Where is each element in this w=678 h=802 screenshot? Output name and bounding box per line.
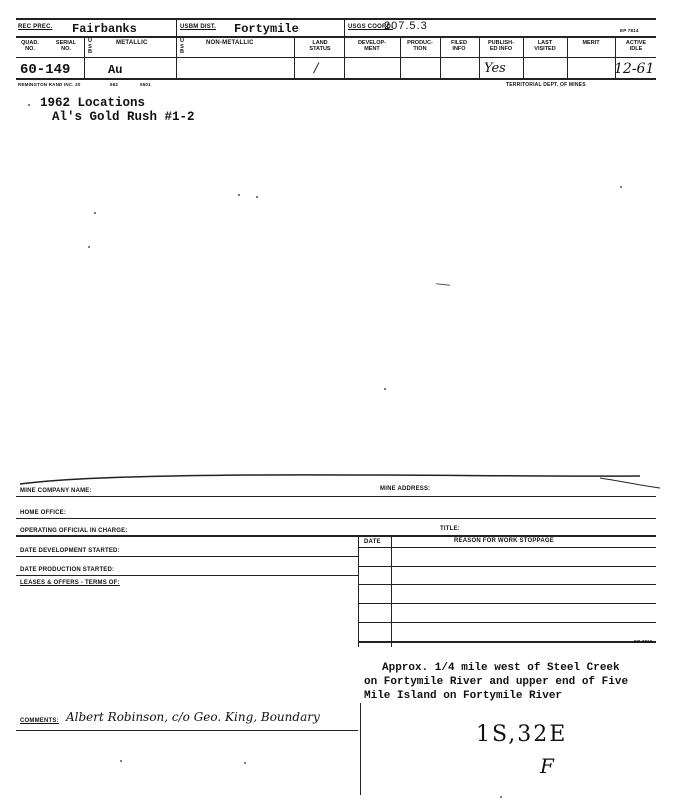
- published-value: Yes: [484, 61, 506, 76]
- quad-serial-value: 60-149: [20, 62, 71, 78]
- col-usb-nonmetallic: U S B: [180, 38, 184, 55]
- speck: [120, 760, 122, 762]
- date-production-label: DATE PRODUCTION STARTED:: [20, 567, 115, 573]
- form-number-2: EP 7815: [634, 639, 653, 644]
- rec-prec-value: Fairbanks: [72, 22, 137, 36]
- speck: [256, 196, 258, 198]
- form-number: EP 7814: [620, 28, 639, 33]
- usbm-dist-label: USBM DIST.: [180, 24, 217, 30]
- col-land-status: LAND STATUS: [309, 40, 331, 52]
- speck: [384, 388, 386, 390]
- printer-credit: REMINGTON RAND INC. 20: [18, 82, 81, 87]
- col-published-info: PUBLISH- ED INFO: [488, 40, 514, 52]
- header-rule: [16, 36, 656, 38]
- speck: [620, 186, 622, 188]
- printer-code-2: 5501: [140, 82, 151, 87]
- col-non-metallic: NON-METALLIC: [206, 40, 254, 46]
- rec-prec-label: REC PREC.: [18, 24, 53, 30]
- location-note-line-3: Mile Island on Fortymile River: [364, 690, 563, 702]
- speck: [500, 796, 502, 798]
- locations-line-2: Al's Gold Rush #1-2: [52, 110, 195, 124]
- usgs-coord-value: 207.5.3: [384, 20, 428, 32]
- locations-line-1: 1962 Locations: [40, 96, 146, 110]
- speck: [238, 194, 240, 196]
- col-usb-metallic: U S B: [88, 38, 92, 55]
- date-development-label: DATE DEVELOPMENT STARTED:: [20, 548, 120, 554]
- col-quad-no: QUAD. NO.: [21, 40, 39, 52]
- active-idle-value: 12-61: [614, 61, 655, 77]
- col-merit: MERIT: [582, 40, 600, 46]
- col-filed-info: FILED INFO: [451, 40, 467, 52]
- home-office-label: HOME OFFICE:: [20, 510, 67, 516]
- reason-column-header: REASON FOR WORK STOPPAGE: [454, 538, 554, 544]
- speck: [244, 762, 246, 764]
- speck: [88, 246, 90, 248]
- mine-company-name-label: MINE COMPANY NAME:: [20, 488, 92, 494]
- operating-official-label: OPERATING OFFICIAL IN CHARGE:: [20, 528, 128, 534]
- speck: [94, 212, 96, 214]
- usbm-dist-value: Fortymile: [234, 22, 299, 36]
- row-bottom-rule: [16, 78, 656, 80]
- leases-label: LEASES & OFFERS - TERMS OF:: [20, 580, 120, 586]
- land-status-value: /: [314, 61, 319, 76]
- location-note-line-1: Approx. 1/4 mile west of Steel Creek: [382, 662, 620, 674]
- smudge-mark: [436, 283, 450, 288]
- speck: [28, 104, 30, 106]
- township-range-note: 1S,32E: [476, 722, 568, 747]
- col-metallic: METALLIC: [116, 40, 148, 46]
- printer-code-1: 662: [110, 82, 119, 87]
- metallic-value: Au: [108, 63, 123, 77]
- usgs-coord-label: USGS COORD.: [348, 24, 393, 30]
- meridian-note: F: [540, 754, 554, 778]
- col-production: PRODUC- TION: [407, 40, 433, 52]
- comments-label: COMMENTS:: [20, 718, 59, 724]
- date-column-header: DATE: [364, 539, 381, 545]
- col-last-visited: LAST VISITED: [534, 40, 556, 52]
- top-border: [16, 18, 656, 20]
- territorial-dept: TERRITORIAL DEPT. OF MINES: [506, 82, 586, 88]
- comments-value: Albert Robinson, c/o Geo. King, Boundary: [66, 710, 320, 724]
- mine-address-label: MINE ADDRESS:: [380, 486, 431, 492]
- title-label: TITLE:: [440, 526, 460, 532]
- col-development: DEVELOP- MENT: [357, 40, 387, 52]
- col-serial-no: SERIAL NO.: [55, 40, 77, 52]
- location-note-line-2: on Fortymile River and upper end of Five: [364, 676, 629, 688]
- torn-edge-rule: [0, 470, 678, 490]
- col-active-idle: ACTIVE IDLE: [625, 40, 647, 52]
